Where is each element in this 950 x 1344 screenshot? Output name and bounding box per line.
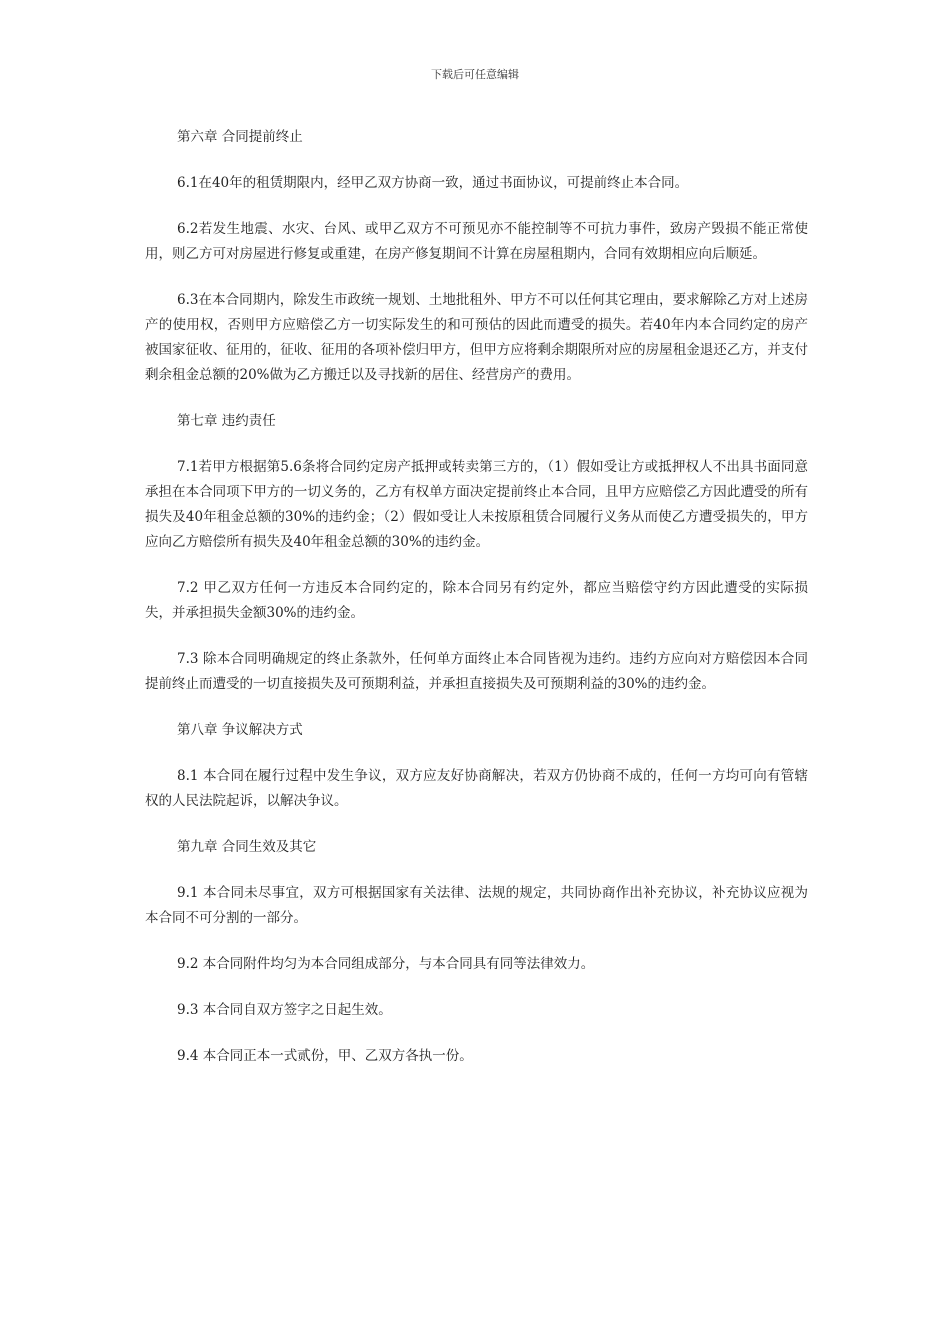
document-body: [145, 125, 808, 1090]
chapter-9-heading: 第九章 合同生效及其它: [177, 839, 317, 855]
clause-9-1: 9.1 本合同未尽事宜，双方可根据国家有关法律、法规的规定，共同协商作出补充协议，补充协议应视为本合同不可分割的一部分。: [145, 885, 808, 926]
chapter-8-heading: 第八章 争议解决方式: [177, 722, 303, 738]
clause-8-1: 8.1 本合同在履行过程中发生争议，双方应友好协商解决，若双方仍协商不成的，任何一方均可向有管辖权的人民法院起诉，以解决争议。: [145, 768, 808, 809]
clause-7-2: 7.2 甲乙双方任何一方违反本合同约定的，除本合同另有约定外，都应当赔偿守约方因此遭受的实际损失，并承担损失金额30%的违约金。: [145, 580, 808, 621]
clause-6-1: 6.1在40年的租赁期限内，经甲乙双方协商一致，通过书面协议，可提前终止本合同。: [177, 175, 689, 191]
clause-9-2: 9.2 本合同附件均匀为本合同组成部分，与本合同具有同等法律效力。: [177, 956, 595, 972]
clause-6-2: 6.2若发生地震、水灾、台风、或甲乙双方不可预见亦不能控制等不可抗力事件，致房产毁损不能正常使用，则乙方可对房屋进行修复或重建，在房产修复期间不计算在房屋租期内，合同有效期相应向后顺延。: [145, 221, 808, 262]
clause-6-3: 6.3在本合同期内，除发生市政统一规划、土地批租外、甲方不可以任何其它理由，要求解除乙方对上述房产的使用权，否则甲方应赔偿乙方一切实际发生的和可预估的因此而遭受的损失。若40年内本合同约定的房产被国家征收、征用的，征收、征用的各项补偿归甲方，但甲方应将剩余期限所对应的房屋租金退还乙方，并支付剩余租金总额的20%做为乙方搬迁以及寻找新的居住、经营房产的费用。: [145, 292, 808, 383]
chapter-6-heading: 第六章 合同提前终止: [177, 129, 303, 145]
header-note: 下载后可任意编辑: [431, 68, 519, 81]
clause-7-3: 7.3 除本合同明确规定的终止条款外，任何单方面终止本合同皆视为违约。违约方应向对方赔偿因本合同提前终止而遭受的一切直接损失及可预期利益，并承担直接损失及可预期利益的30%的违约金。: [145, 651, 808, 692]
clause-9-3: 9.3 本合同自双方签字之日起生效。: [177, 1002, 392, 1018]
clause-9-4: 9.4 本合同正本一式贰份，甲、乙双方各执一份。: [177, 1048, 473, 1064]
clause-7-1: 7.1若甲方根据第5.6条将合同约定房产抵押或转卖第三方的，（1）假如受让方或抵押权人不出具书面同意承担在本合同项下甲方的一切义务的，乙方有权单方面决定提前终止本合同，且甲方应赔偿乙方因此遭受的所有损失及40年租金总额的30%的违约金；（2）假如受让人未按原租赁合同履行义务从而使乙方遭受损失的，甲方应向乙方赔偿所有损失及40年租金总额的30%的违约金。: [145, 459, 808, 550]
chapter-7-heading: 第七章 违约责任: [177, 413, 276, 429]
